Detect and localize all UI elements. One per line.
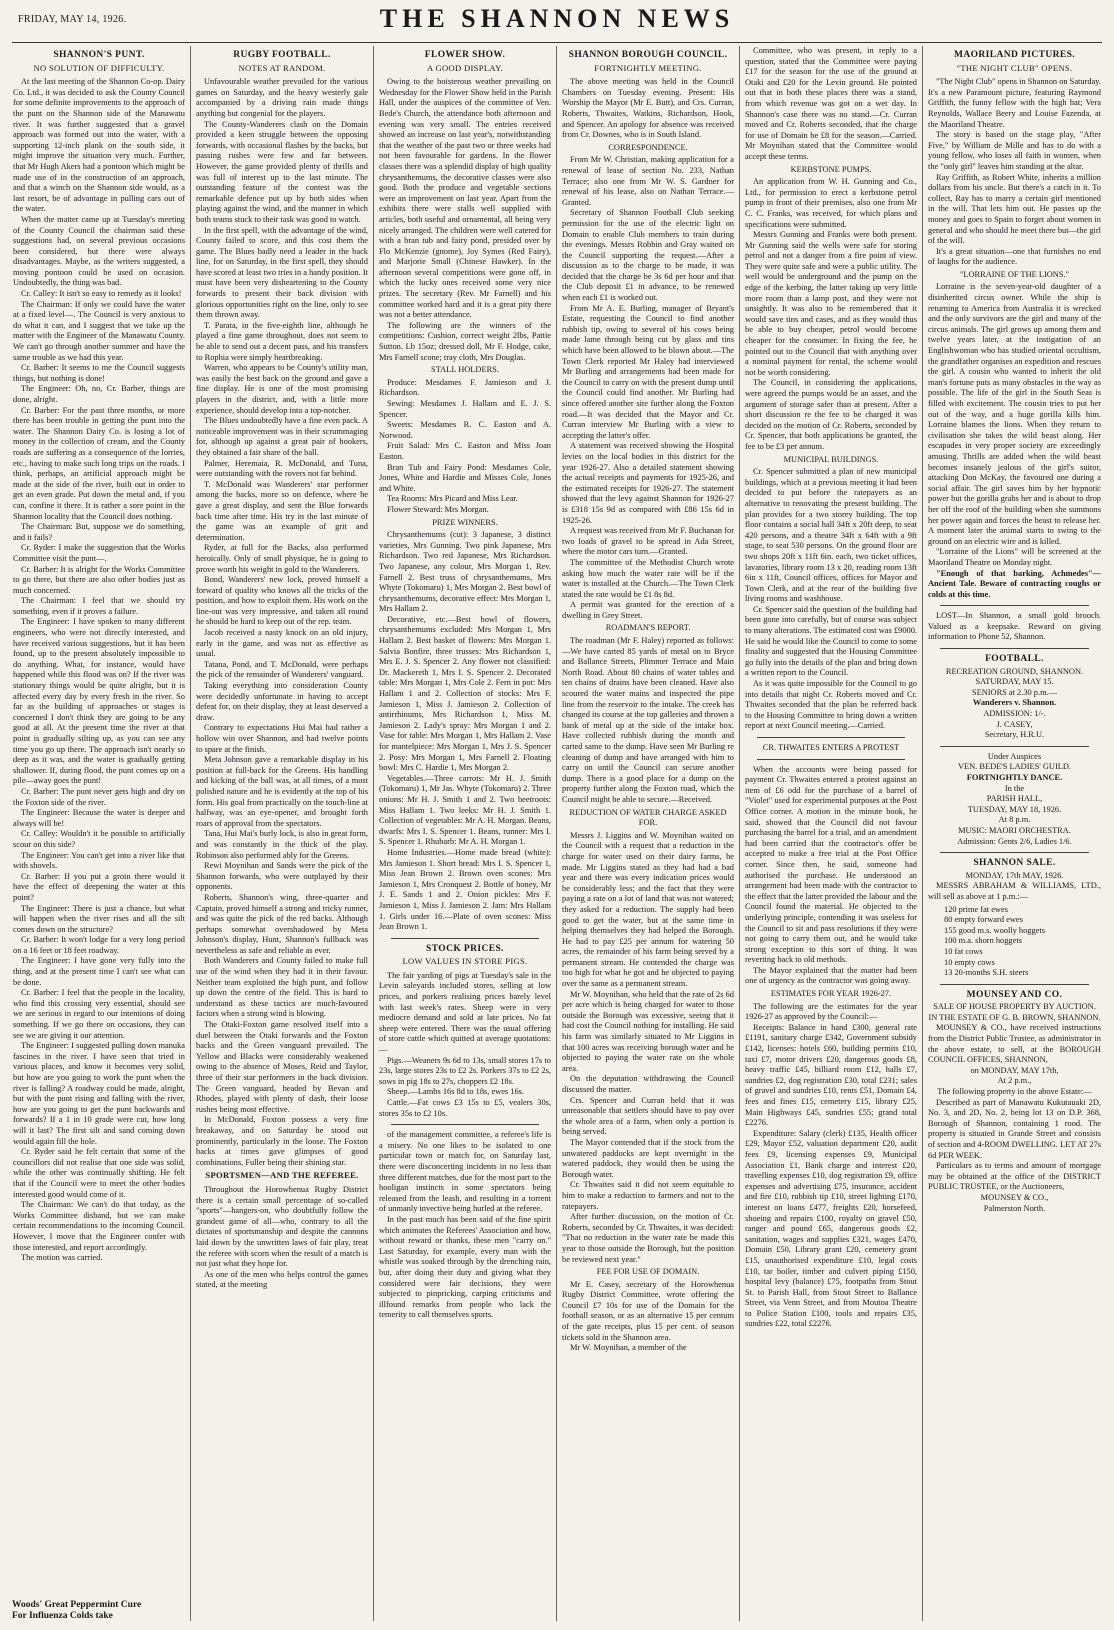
- list-item: 100 m.a. shorn hoggets: [944, 936, 1022, 946]
- article-heading: STOCK PRICES.: [426, 943, 504, 954]
- paragraph: It's a great situation—one that furnishes no end of laughs for the audience.: [928, 246, 1101, 267]
- paragraph: The Mayor explained that the matter had been one of urgency as the contractor was going away.: [745, 965, 917, 986]
- column-5: [740, 46, 923, 1621]
- footer-advert: [12, 1600, 141, 1622]
- paragraph: Cr. Spencer said the question of the building had been gone into carefully, but of course was subject to many alterations. The estimated cost was £9000. He said he would like the Council to come to some finality and suggested that the Housing Committee go fully into the details of the plan and bring down a written report to the Council.: [745, 604, 917, 678]
- paragraph: Ryder, at full for the Backs, also performed heroically. Only of small physique, he is going to prove worth his weight in gold to the Wanderers.: [196, 543, 368, 574]
- paragraph: Cr. Barber: For the past three months, or more there has been trouble in getting the punt into the water. The Shannon Dairy Co. is losing a lot of money in the collection of cream, and the County roads are suffering as a consequence of the lorries, etc., having to make such long trips on the roads. I think, perhaps, an artificial approach might be made at the side of the river, built out in order to get an even grade. Put down the metal and, if you can, confine it there. It is rather a sore point in the Shannon locality that the Council does nothing.: [13, 405, 185, 521]
- advert-line: RECREATION GROUND, SHANNON.: [945, 666, 1084, 676]
- advert-line: ADMISSION: 1/-.: [983, 709, 1046, 719]
- paragraph: The Blues undoubtedly have a fine even pack. A noticeable improvement was in their scrummaging for, although up against a great pair of hookers, they obtained a fair share of the ball.: [196, 416, 368, 457]
- paragraph: Mr W. Moynihan, who held that the rate of 2s 6d per acre which is being charged for water to those outside the Borough was excessive, seeing that it had cost the Council nothing for installing. He said his farm was similarly situated to Mr Liggins in that 100 acres was receiving borough water and he objected to paying the water rate on the whole area.: [562, 989, 734, 1073]
- paragraph: Tatana, Pond, and T. McDonald, were perhaps the pick of the remainder of Wanderers' vanguard.: [196, 659, 368, 680]
- divider: [940, 605, 1089, 606]
- advert-line: In the: [1004, 783, 1025, 793]
- paragraph: Vegetables.—Three carrots: Mr H. J. Smith (Tokomaru) 1, Mr Jas. Whyte (Tokomaru) 2. Three onions: Mr H. J. Smith 1 and 2. Two beetroots: Miss Hallam 1. Two leeks: Mr H. J. Smith 1. Collection of vegetables: Mr A. H. Morgan. Beans, dwarfs: Mrs I. S. Spencer 1. Beans, runner: Mrs I. S. Spencer 1. Rhubarb: Mr A. H. Morgan 1.: [379, 773, 551, 847]
- list-item: 80 empty forward ewes: [944, 915, 1023, 925]
- column-3: [374, 46, 557, 1621]
- article-subheading: NO SOLUTION OF DIFFICULTY.: [33, 62, 165, 73]
- article-subheading: NOTES AT RANDOM.: [238, 62, 326, 73]
- advert-line: SALE OF HOUSE PROPERTY BY AUCTION.: [933, 1002, 1096, 1012]
- paragraph: Both Wanderers and County failed to make full use of the wind when they had it in their favour. Neither team exploited the high punt, and follow up down the centre of the field. This is hard to understand as these tactics are much-favoured factors when a strong wind is blowing.: [196, 956, 368, 1019]
- paragraph: The Engineer: Oh, no, Cr. Barber, things are done, alright.: [13, 384, 185, 404]
- article-subheading: FORTNIGHTLY MEETING.: [594, 62, 702, 73]
- issue-date: FRIDAY, MAY 14, 1926.: [18, 14, 127, 25]
- advert-paragraph: "Enough of that barking, Achmedes"—Ancient Tale. Beware of contracting coughs or colds at this time.: [928, 568, 1101, 599]
- divider: [940, 852, 1089, 853]
- advert-line: FORTNIGHTLY DANCE.: [966, 773, 1063, 782]
- divider: [391, 938, 539, 939]
- paragraph: In the first spell, with the advantage of the wind, County failed to score, and this cost them the game. The Blues badly need a leader in the back line, for on Saturday, in the first spell, they should have scored at least two tries in a handy position. It must have been very disheartening to the County forwards to present their back division with glorious opportunities right on the line, only to see them thrown away.: [196, 225, 368, 320]
- advert-line: Admission: Gents 2/6, Ladies 1/6.: [957, 836, 1072, 846]
- article-heading: RUGBY FOOTBALL.: [233, 50, 331, 60]
- list-item: 120 prime fat ewes: [944, 904, 1008, 914]
- list-item: 13 20-months S.H. steers: [944, 968, 1029, 978]
- paragraph: Bond, Wanderers' new lock, proved himself a forward of quality who knows all the tricks of the position, and how to exploit them. His work on the line-out was very impressive, and taken all round he should be hard to keep out of the rep. team.: [196, 575, 368, 627]
- paragraph: of the management committee, a referee's life is a misery. No one likes to be isolated to one particular town or match for, on Saturday last, there were disconcerting incidents in no less than three different matches, due for the most part to the hooligan instincts in some spectators being released from the leash, and resulting in a torrent of unmanly invective being hurled at the referee.: [379, 1130, 551, 1214]
- paragraph: After further discussion, on the motion of Cr. Roberts, seconded by Cr. Thwaites, it was decided: "That no reduction in the water rate be made this year to those outside the Borough, but the position be reviewed next year.": [562, 1212, 734, 1264]
- column-1: [8, 46, 191, 1621]
- paragraph: From Mr W. Christian, making application for a renewal of lease of section No. 233, Nathan Terrace; also one from Mr W. S. Gardner for renewal of his lease, also on Nathan Terrace.—Granted.: [562, 155, 734, 207]
- masthead: [0, 0, 1114, 44]
- article-heading: MAORILAND PICTURES.: [953, 50, 1076, 60]
- paragraph: Mr W. Moynihan, a member of the: [570, 1343, 687, 1353]
- footer-line: Woods' Great Peppermint Cure: [12, 1600, 142, 1610]
- paragraph: T. McDonald was Wanderers' star performer among the backs, more so on defence, where he gave a great display, and sent the Blue forwards back time after time. His try in the last minute of the game was an example of grit and determination.: [196, 479, 368, 542]
- advert-paragraph: Described as part of Manawatu Kukutauaki 2D, No. 3, and 2D, No. 2, being lot 13 on D.P. 368, Borough of Shannon, containing 1 rood. The property is situated in Grande Street and consists of section and 4-ROOM DWELLING. LET AT 27s 6d PER WEEK.: [928, 1097, 1101, 1160]
- newspaper-title: THE SHANNON NEWS: [379, 4, 735, 33]
- paragraph: "The Night Club" opens in Shannon on Saturday. It's a new Paramount picture, featuring Raymond Griffith, the funny fellow with the high hat; Vera Reynolds, Wallace Beery and Louise Fazenda, at the Maoriland Theatre.: [928, 77, 1101, 129]
- paragraph: A statement was received showing the Hospital levies on the local bodies in this district for the year 1926-27. Also a detailed statement showing the actual receipts and payments for 1925-26, and the estimated receipts for 1926-27. The statement showed that the levy against Shannon for 1926-27 is £318 15s 9d as compared with £86 15s 6d in 1925-26.: [562, 441, 734, 525]
- advert-line: PARISH HALL,: [986, 794, 1043, 804]
- advert-paragraph: MOUNSEY & CO., have received instructions from the District Public Trustee, as administrator in the above estate, to sell, at the BOROUGH COUNCIL OFFICES, SHANNON,: [928, 1023, 1101, 1065]
- paragraph: The fair yarding of pigs at Tuesday's sale in the Levin saleyards included stores, selling at low prices, and porkers realising prices barely level with last week's rates. Sheep were in very mediocre demand and sold at late prices. No fat sheep were entered. There was the usual offering of store cattle which quitted at average quotations:—: [379, 970, 551, 1055]
- paragraph: Meta Johnson gave a remarkable display in his position at full-back for the Greens. His handling and kicking of the ball was, at all times, of a most polished nature and he is evidently at the top of his form. His goal from practically on the touch-line at halfway, was an eye-opener, and brought forth roars of approval from the spectators.: [196, 755, 368, 828]
- section-subheading: PRIZE WINNERS.: [432, 517, 498, 527]
- paragraph: Cr. Spencer submitted a plan of new municipal buildings, which at a previous meeting it had been decided to put before the ratepayers as an alternative to renovating the present building. The plan provides for a two storey building. The top floor contains a social hall 34ft x 20ft deep, to seat 420 persons, and a theatre 34ft x 64ft with a 9ft stage, to seat 530 persons. On the ground floor are two shops 20ft x 11ft 6in. each, two ticket offices, lavatories, library room 13 x 20, reading room 13ft 6in x 11ft, Council offices, offices for Mayor and Town Clerk, and at the rear of the building five living rooms and washhouse.: [745, 467, 917, 604]
- paragraph: Flower Steward: Mrs Morgan.: [387, 504, 489, 514]
- advert-line: SENIORS at 2.30 p.m.—: [971, 687, 1058, 697]
- paragraph: T. Parata, in the five-eighth line, although he played a fine game throughout, does not seem to be able to send out a decent pass, and his transfers to Rophia were simply heartbreaking.: [196, 320, 368, 362]
- paragraph: On the deputation withdrawing the Council discussed the matter.: [562, 1074, 734, 1094]
- advert-line: MOUNSEY & CO.,: [980, 1192, 1049, 1202]
- paragraph: Cr. Barber: The punt never gets high and dry on the Foxton side of the river.: [13, 786, 185, 807]
- paragraph: Sweets: Mesdames R. C. Easton and A. Norwood.: [379, 420, 551, 440]
- paragraph: When the matter came up at Tuesday's meeting of the County Council the chairman said these suggestions had, on several previous occasions been considered, but there were always disadvantages. Maybe, as the writers suggested, a moving pontoon could be used on occasion. Undoubtedly, the thing was bad.: [13, 214, 185, 288]
- advert-line: MONDAY, 17th MAY, 1926.: [965, 870, 1064, 880]
- section-subheading: CR. THWAITES ENTERS A PROTEST: [762, 743, 900, 752]
- lost-notice: LOST—In Shannon, a small gold brooch. Valued as a keepsake. Reward on giving information to Phone 52, Shannon.: [928, 611, 1101, 642]
- paragraph: Warren, who appears to be County's utility man, was easily the best back on the ground and gave a fine display. He is one of the most promising players in the district, and, with a little more experience, should develop into a top-notcher.: [196, 363, 368, 415]
- paragraph: The story is based on the stage play, "After Five," by William de Mille and has to do with a young fellow, who loses all faith in women, when the "only girl" leaves him standing at the altar.: [928, 130, 1101, 171]
- paragraph: As it was quite impossible for the Council to go into details that night Cr. Roberts moved and Cr. Thwaites seconded that the plan be referred back to the Housing Committee to bring down a written report at next Council meeting.—Carried.: [745, 679, 917, 731]
- paragraph: Bran Tub and Fairy Pond: Mesdames Cole, Jones, White and Hardie and Misses Cole, Jones and White.: [379, 462, 551, 493]
- paragraph: Cr. Barber: It is alright for the Works Committee to go there, but there are also other bodies just as much concerned.: [13, 564, 185, 595]
- section-subheading: SPORTSMEN—AND THE REFEREE.: [205, 1170, 359, 1181]
- paragraph: In the past much has been said of the fine spirit which animates the Referees' Association and how, without reward or thanks, these men "carry on." Last Saturday, for example, every man with the whistle was soaked through by the drenching rain, but, after doing their duty and giving what they considered were fair decisions, they were subjected to pinpricking, carping criticisms and illfound remarks from people who lack the temerity to call themselves sports.: [379, 1214, 551, 1320]
- paragraph: Decorative, etc.—Best bowl of flowers, chrysanthemums excluded: Mrs Morgan 1, Mrs Hallam 2. Best basket of flowers: Mrs Morgan 1. Salvia Bonfire, three trusses: Mrs Richardson 1, Mrs E. J. S. Spencer 2. Any flower not classified: Dr. Mackereth 1, Mrs I. S. Spencer 2. Decorated table: Mrs Morgan 1, Mrs Cole 2. Fern in pot: Mrs Hallam 1 and 2. Collection of stocks: Mrs F. Jamieson 1, Miss J. Jamieson 2. Collection of antirrhinums, Mrs Richardson 1, Miss M. Jamieson 2. Lady's spray: Mrs Morgan 1 and 2. Vase for table: Mrs Morgan 1, Mrs Hallam 2. Vase for mantelpiece: Mrs Morgan 1, Mrs J. S. Spencer 2. Posy: Mrs Morgan 1, Mrs Farnell 2. Floating bowl: Mrs C. Hardie 1, Mrs Morgan 2.: [379, 614, 551, 773]
- advert-line: Secretary, H.R.U.: [984, 730, 1045, 740]
- paragraph: "Lorraine of the Lions" will be screened at the Maoriland Theatre on Monday night.: [928, 547, 1101, 567]
- section-subheading: STALL HOLDERS.: [431, 365, 499, 375]
- paragraph: Taking everything into consideration County were decidedly unfortunate in having to accept defeat for, on their display, they at least deserved a draw.: [196, 681, 368, 722]
- paragraph: Roberts, Shannon's wing, three-quarter and Captain, proved himself a strong and tricky runner, and was quite the pick of the red backs. Although perhaps somewhat overshadowed by Meta Johnson's display, Hunt, Shannon's fullback was nevertheless as safe and reliable as ever.: [196, 892, 368, 955]
- paragraph: The following are the estimates for the year 1926-27 as approved by the Council:—: [745, 1001, 917, 1022]
- paragraph: The motion was carried.: [21, 1253, 103, 1263]
- section-subheading: REDUCTION OF WATER CHARGE ASKED FOR.: [569, 807, 727, 828]
- paragraph: Cr. Barber: I feel that the people in the locality, who find this crossing very essential, should see we are serious in regard to our intentions of doing something. If we go there on occasions, they can see we are giving it our attention.: [13, 988, 185, 1040]
- paragraph: The above meeting was held in the Council Chambers on Tuesday evening. Present: His Worship the Mayor (Mr E. Butt), and Crs. Curran, Roberts, Thwaites, Watkins, Richardson, Hook, and Spencer. An apology for absence was received from Cr. Downes, who is in South Island.: [562, 77, 734, 140]
- paragraph: The Chairman: But, suppose we do something, and it fails?: [13, 522, 185, 542]
- article-subheading: A GOOD DISPLAY.: [427, 62, 503, 73]
- advert-line: At 2 p.m.,: [997, 1076, 1032, 1086]
- paragraph: Cr. Barber: It seems to me the Council suggests things, but nothing is done!: [13, 363, 185, 383]
- paragraph: Committee, who was present, in reply to a question, stated that the Committee were paying £17 for the season for the use of the ground at Otaki and £20 for the Levin ground. He pointed out that in both these places there was a stand, from which revenue was got on a wet day. In Shannon's case there was no stand.—Cr. Curran moved and Cr. Roberts seconded, that the charge for use of Domain be £8 for the season.—Carried. Mr Moynihan stated that the Committee would accept these terms.: [745, 46, 917, 161]
- section-subheading: ESTIMATES FOR YEAR 1926-27.: [770, 989, 892, 999]
- advert-line: Under Auspices: [987, 751, 1042, 761]
- paragraph: The Chairman: If only we could have the water at a fixed level—. The Council is very anxious to do what it can, and I suggest that we take up the matter with the Engineer of the Manawatu County. We can't go through another summer and have the same trouble as we had this year.: [13, 299, 185, 362]
- divider: [940, 984, 1089, 985]
- paragraph: Sheep.—Lambs 16s 8d to 18s, ewes 16s.: [387, 1087, 525, 1097]
- paragraph: The Council, in considering the applications, were agreed the pumps would be an asset, and the argument of storage safer than at present. After a short discussion re the fee to be charged it was decided on the motion of Cr. Roberts, seconded by Cr. Spencer, that both applications be granted, the fee to be £3 per annum.: [745, 378, 917, 451]
- sale-list: [928, 905, 1101, 979]
- column-2: [191, 46, 374, 1621]
- paragraph: Contrary to expectations Hui Mai had rather a hollow win over Shannon, and had twelve points to spare at the finish.: [196, 723, 368, 754]
- advert-paragraph: Particulars as to terms and amount of mortgage may be obtained at the office of the DISTRICT PUBLIC TRUSTEE, or the Auctioneers,: [928, 1161, 1101, 1192]
- list-item: 10 fat cows: [944, 946, 983, 956]
- paragraph: A request was received from Mr F. Buchanan for two loads of gravel to be spread in Ada Street, where the motor cars turn.—Granted.: [562, 526, 734, 557]
- paragraph: As one of the men who helps control the games stated, at the meeting: [196, 1269, 368, 1290]
- list-item: 155 good m.s. woolly hoggets: [944, 925, 1045, 935]
- paragraph: Cr. Calley: It isn't so easy to remedy as it looks!: [21, 289, 182, 299]
- paragraph: The Mayor contended that if the stock from the unwatered paddocks are kept overnight in the watered paddock, they would then be using the Borough water.: [562, 1137, 734, 1179]
- paragraph: Cr. Calley: Wouldn't it be possible to artificially scour on this side?: [13, 829, 185, 849]
- advert-heading: SHANNON SALE.: [973, 858, 1056, 869]
- paragraph: Messrs J. Liggins and W. Moynihan waited on the Council with a request that a reduction in the charge for water used on their dairy farms, be made. Mr Liggins stated as they had had a bad year and there was every indication prices would be considerably less; and the fact that they were paying a rate on a lot of land that was not watered; they asked for a reduction. The supply had been good to get the water, but at the same time in helping themselves they had helped the Borough. He had to pay £25 per annum for watering 50 acres, the remainder of his farm being served by a permanent stream. He contended the charge was too high for what he got and he objected to paying over the same as a permanent stream.: [562, 830, 734, 989]
- paragraph: Throughout the Horowhenua Rugby District there is a certain small percentage of so-called "sports"—hangers-on, who doubtfully follow the grandest game of all—who, contrary to all the dictates of sportsmanship and despite the cannons laid down by the unwritten laws of fair play, treat the referee with scorn when the result of a match is not just what they hope for.: [196, 1184, 368, 1269]
- paragraph: Expenditure: Salary (clerk) £135, Health officer £29, Mayor £52, valuation department £20, audit fees £9, licensing expenses £9, Municipal Association £1, Bank charge and interest £20, travelling expenses £10, dog registration £9, office expenses and advertising £75, insurance, accident and fire £10, rubbish tip £10, street lighting £170, interest on loans £477, freights £20, horsefeed, shoeing and repairs £100, royalty on gravel £50, ranger and pound £65, dangerous goods £2, sanitation, wages and supplies £321, wages £470, Domain £50, Library grant £20, cemetery grant £15, unauthorised expenditure £10, legal costs £10, tar boiler, timber and culvert piping £150, hospital levy (balance) £75, footpaths from Stout St. to Parish Hall, from Stout Street to Ballance Street, via Venn Street, and from Moutoa Theatre to Police Station £100, tools and repairs £35, sundries £22, total £2276.: [745, 1128, 917, 1329]
- paragraph: Fruit Salad: Mrs C. Easton and Miss Joan Easton.: [379, 441, 551, 461]
- paragraph: The County-Wanderers clash on the Domain provided a keen struggle between the opposing forwards, with occasional flashes by the backs, but passing rushes were few and far between. However, the game provided plenty of thrills and was full of interest up to the last minute. The outstanding feature of the contest was the remarkable defence put up by both sides when playing against the wind, and the manner in which both teams stuck to their task was good to watch.: [196, 119, 368, 224]
- paragraph: Crs. Spencer and Curran held that it was unreasonable that settlers should have to pay over the whole area of a farm, when only a portion is being served.: [562, 1095, 734, 1137]
- section-subheading: FEE FOR USE OF DOMAIN.: [596, 1267, 700, 1277]
- paragraph: Lorraine is the seven-year-old daughter of a disinherited circus owner. While the ship is returning to America from Australia it is wrecked and the only survivors are the girl and many of the circus animals. The girl grows up among them and twelve years later, at the instigation of an Englishwoman who has studied oriental occultism, the grandfather organises an expedition and rescues the girl. A cousin who wanted to inherit the old man's fortune puts as many obstacles in the way as possible. The life of the girl in the South Seas is filled with excitement. The cousin tries to put her out of the way, and a huge gorilla kills him. Lorraine blames the lions. When they return to civilisation she takes the wild beast along. Her escapades in very proper society are exceedingly amusing. Thrills are added when the wild beast becomes insanely jealous of the girl's suitor, attacking Don McKay, the favoured one during a social affair. The girl saves him by her hypnotic power but the gorilla grabs her and is about to drop her off the roof of the building when she summons her power again and forces the beast to release her. A moment later the animal starts to swing to the ground on an electric wire and is killed.: [928, 282, 1101, 546]
- advert-line: The following property in the above Estate:—: [937, 1087, 1092, 1097]
- paragraph: An application from W. H. Gunning and Co., Ltd., for permission to erect a kerbstone petrol pump in front of their premises, also one from Mr C. C. Franks, was received, for which plans and specifications were submitted.: [745, 177, 917, 229]
- paragraph: Mr E. Casey, secretary of the Horowhenua Rugby District Committee, wrote offering the Council £7 10s for use of the Domain for the football season, or as an alternative 15 per centum of the gate receipts, plus 15 per cent. of season tickets sold in the Shannon area.: [562, 1279, 734, 1342]
- article-subheading: LOW VALUES IN STORE PIGS.: [402, 956, 528, 967]
- advert-paragraph: MESSRS ABRAHAM & WILLIAMS, LTD., will sell as above at 1 p.m.:—: [928, 881, 1101, 901]
- paragraph: The Engineer: Because the water is deeper and always will be!: [13, 808, 185, 828]
- paragraph: Jacob received a nasty knock on an old injury, early in the game, and was not as effective as usual.: [196, 628, 368, 659]
- paragraph: When the accounts were being passed for payment Cr. Thwaites entered a protest against an item of £6 odd for the purchase of a barrel of "Violet" used for experimental purposes at the Post Office corner. A motion in the minute book, he said, showed that the Council did not favour purchasing the barrel for a trial, and an amendment had been carried that the contractor's offer be accepted to make a free trial at the Post Office corner. Since then, he said, someone had authorised the purchase. He understood an arrangement had been made with the contractor to the effect that the latter provided the labour and the Council found the material. He objected to the underlying principle, contending it was useless for the Council to sit and pass resolutions if they were not going to carry them out, and he would take strong exception to this sort of thing. It was reverting back to old methods.: [745, 764, 917, 965]
- masthead-rule: [12, 42, 1102, 43]
- advert-heading: MOUNSEY AND CO.: [966, 989, 1063, 1000]
- article-heading: FLOWER SHOW.: [424, 50, 506, 60]
- paragraph: The Engineer: I have spoken to many different engineers, who were not directly interested, and have received various suggestions, but it has been found, up to the present absolutely impossible to do anything. What, for instance, would have happened while this flood was on? If the river was stationary things would be quite alright, but it is affected every day by every fresh in the river. So far as the building of approaches or stages is concerned I don't think they are going to be any good at all. At the present time the river at that point is gradually silting up, as you can see any time you go up there. The approach isn't nearly so deep as it was, and the water is gradually getting shallower. If, during flood, the punt comes up on a pile—away goes the punt!: [13, 617, 185, 786]
- paragraph: Palmer, Heremaia, R. McDonald, and Tuna, were outstanding with the rovers not far behind.: [196, 458, 368, 479]
- article-subheading: "THE NIGHT CLUB" OPENS.: [956, 62, 1073, 73]
- columns: [8, 46, 1108, 1621]
- paragraph: Cr. Barber: It won't lodge for a very long period on a 16 feet or 18 feet roadway.: [13, 935, 185, 955]
- divider: [757, 759, 905, 760]
- advert-line: IN THE ESTATE OF G. B. BROWN, SHANNON.: [928, 1012, 1101, 1022]
- paragraph: The Engineer: I suggested pulling down manuka fascines in the river. I have seen that tried in various places, and know it becomes very solid, but how are you going to work the punt when the river is falling? A roadway could be made, alright, but with the punt rising and falling with the river, how are you going to get the punt backwards and forwards? If a 1 in 10 grade were cut, how long will it last? The first silt and sand coming down would again fill the hole.: [13, 1041, 185, 1146]
- column-6: [923, 46, 1106, 1621]
- advert-line: Palmerston North.: [983, 1203, 1046, 1213]
- paragraph: Rewi Moynihan and Sands were the pick of the Shannon forwards, who were outplayed by their opponents.: [196, 861, 368, 892]
- section-subheading: MUNICIPAL BUILDINGS.: [783, 454, 879, 464]
- paragraph: Tea Rooms: Mrs Picard and Miss Lear.: [387, 494, 518, 504]
- paragraph: Cr. Barber: If you put a groin there would it have the effect of deepening the water at this point?: [13, 871, 185, 902]
- paragraph: Ray Griffith, as Robert White, inherits a million dollars from his uncle. But there's a catch in it. To collect, Ray has to marry a certain girl mentioned in the will. That lets him out. He passes up the money and goes to Spain to forget about women in general and who should he meet there but—the girl of the will.: [928, 172, 1101, 246]
- divider: [940, 746, 1089, 747]
- article-heading: SHANNON BOROUGH COUNCIL.: [568, 50, 728, 60]
- divider: [757, 737, 905, 738]
- paragraph: In McDonald, Foxton possess a very fine breakaway, and on Saturday he stood out prominently, particularly in the loose. The Foxton backs at times gave glimpses of good combinations, Fuller being their shining star.: [196, 1115, 368, 1167]
- paragraph: Home Industries.—Home made bread (white): Mrs Jamieson 1. Short bread: Mrs I. S. Spencer 1, Miss Jean Brown 2. Brown oven scones: Mrs Jamieson 1, Mrs Cronquest 2. Bottle of honey, Mr J. E. Sands 1 and 2. Onion pickles: Mrs F. Jamieson 1, Miss J. Jamieson 2. Jam: Mrs Hallam 1. Girls under 16.—Plate of oven scones: Miss Jean Brown 1.: [379, 847, 551, 932]
- paragraph: The Otaki-Foxton game resolved itself into a duel between the Otaki forwards and the Foxton backs and the Green vanguard prevailed. The Yellow and Blacks were considerably weakened owing to the absence of Moses, Reid and Taylor, three of their star performers in the back division. The Green vanguard, headed by Bevan and Rhodes, played with plenty of dash, their loose rushes being most effective.: [196, 1020, 368, 1114]
- advert-line: VEN. BEDE'S LADIES' GUILD.: [957, 762, 1072, 772]
- paragraph: Sewing: Mesdames J. Hallam and E. J. S. Spencer.: [379, 399, 551, 419]
- section-subheading: ROADMAN'S REPORT.: [605, 623, 691, 633]
- advert-line: J. CASEY,: [996, 719, 1033, 729]
- advert-line: on MONDAY, MAY 17th,: [970, 1065, 1059, 1075]
- paragraph: The committee of the Methodist Church wrote asking how much the water rate will be if the water is installed at the Church.—The Town Clerk stated the rate would be £1 8s 8d.: [562, 557, 734, 599]
- paragraph: Unfavourable weather prevailed for the various games on Saturday, and the heavy westerly gale accompanied by a driving rain made things anything but congenial for the players.: [196, 77, 368, 118]
- paragraph: From Mr A. E. Burling, manager of Bryant's Estate, requesting the Council to find another rubbish tip, owing to several of his cows being made lame through being cut by glass and tins which have been allowed to be blown about.—The Town Clerk reported Mr Haley had interviewed Mr Burling and arrangements had been made for the Council to carry on with the present dump until the Council could find another. Mr Burling had since offered another site further along the Foxton road.—It was decided that the Mayor and Cr. Curran interview Mr Burling with a view to accepting the latter's offer.: [562, 303, 734, 440]
- paragraph: Pigs.—Weaners 9s 6d to 13s, small stores 17s to 23s, large stores 23s to £2 2s. Porkers 37s to £2 2s, sows in pig 18s to 27s, choppers £2 18s.: [379, 1055, 551, 1086]
- paragraph: At the last meeting of the Shannon Co-op. Dairy Co. Ltd., it was decided to ask the County Council for some definite improvements to the approach of the punt on the Shannon side of the Manawatu river. It was further suggested that a gravel approach was formed out into the water, with a supporting 12-inch plank on the south side, it might improve the situation very much. Further, that Mr Hugh Akers had a pontoon which might be made use of in the construction of an approach, and that a winch on the Shannon side would, as a last resort, be of advantage in pulling cars out of the water.: [13, 77, 185, 214]
- paragraph: The Chairman: We can't do that today, as the Works Committee disband, but we can make certain recommendations to the incoming Council. However, I move that the Engineer confer with those interested, and report accordingly.: [13, 1200, 185, 1252]
- column-4: [557, 46, 740, 1621]
- paragraph: The following are the winners of the competitions: Cushion, correct weight 2lbs, Pattie Sutton. Lb 15oz; dressed doll, Mr F. Hodge, cake, Mrs Farnell scone; tray cloth, Mrs Douglas.: [379, 320, 551, 362]
- list-item: 10 empty cows: [944, 957, 995, 967]
- paragraph: Cr. Ryder: I make the suggestion that the Works Committee visit the punt—.: [13, 543, 185, 563]
- paragraph: The Chairman: I feel that we should try something, even if it proves a failure.: [13, 596, 185, 616]
- paragraph: The Engineer: You can't get into a river like that with shovels.: [13, 850, 185, 871]
- advert-line: TUESDAY, MAY 18, 1926.: [967, 804, 1062, 814]
- paragraph: Tana, Hui Mai's burly lock, is also in great form, and was constantly in the thick of the play. Robinson also performed ably for the Greens.: [196, 829, 368, 860]
- paragraph: Cr. Thwaites said it did not seem equitable to him to make a reduction to farmers and not to the ratepayers.: [562, 1180, 734, 1211]
- advert-line: Wanderers v. Shannon.: [972, 698, 1057, 708]
- section-subheading: CORRESPONDENCE.: [608, 142, 688, 152]
- advert-line: SATURDAY, MAY 15.: [975, 677, 1054, 687]
- paragraph: The Engineer: I have gone very fully into the thing, and at the present time I can't see what can be done.: [13, 956, 185, 987]
- divider: [940, 648, 1089, 649]
- advert-line: MUSIC: MAORI ORCHESTRA.: [958, 825, 1071, 835]
- advert-line: At 8 p.m.: [998, 815, 1031, 825]
- article-heading: SHANNON'S PUNT.: [53, 50, 145, 60]
- footer-line: For Influenza Colds take: [12, 1611, 113, 1621]
- paragraph: The Engineer: There is just a chance, but what will happen when the river rises and all the silt comes down on the structure?: [13, 903, 185, 934]
- paragraph: Produce: Mesdames F. Jamieson and J. Richardson.: [379, 377, 551, 398]
- paragraph: Owing to the boisterous weather prevailing on Wednesday for the Flower Show held in the Parish Hall, under the auspices of the committee of Ven. Bede's Church, the attendance both afternoon and evening was very small. The entries received showed an increase on last year's, notwithstanding that the weather of the past two or three weeks had not been favourable for gardens. In the flower classes there was a splendid display of high quality chrysanthemums, the decorative classes were also good. Both the produce and vegetable sections were an improvement on last year. Apart from the exhibits there were stalls well supplied with articles, both useful and ornamental, all being very nicely arranged. The children were well catered for with a bran tub and fairy pond, presided over by Flo McKenzie (gnome), Joy Symes (Red Fairy), and Marjorie Small (Chinese Hawker). In the afternoon several competitions were gone off, in which the lucky ones received some very nice prizes. The secretary (Rev. Mr Farnell) and his committee worked hard and it is a great pity there was not a better attendance.: [379, 77, 551, 320]
- paragraph: Cr. Ryder said he felt certain that some of the councillors did not realise that one side was solid, while the other was continually shifting. He felt that if the Council were to meet the other bodies interested good would come of it.: [13, 1147, 185, 1199]
- paragraph: Secretary of Shannon Football Club seeking permission for the use of the electric light on Domain to enable Club members to train during the evenings. Messrs Robbin and Gray waited on the Council supporting the request.—After a discussion as to the charge to be made, it was decided that the charge be 3s 6d per hour and that the Club deposit £1 in advance, to be renewed when each £1 is worked out.: [562, 208, 734, 303]
- paragraph: The roadman (Mr F. Haley) reported as follows:—We have carted 85 yards of metal on to Bryce and Ballance Streets, Plimmer Terrace and Main North Road. About 80 chains of water tables and ten chains of drains have been cleaned. Have also scoured the water mains and inspected the pipe line from the reservoir to the intake. The creek has changed its course at the top galleries and thrown a bank of metal up at the side of the intake box. Have collected rubbish during the month and carted same to the dump. Have seen Mr Burling re cleaning of dump and have arranged with him to carry on until the Council can secure another dump. There is a good place for a dump on the property further along the Foxton road, which the Council might be able to secure.—Received.: [562, 636, 734, 804]
- paragraph: Messrs Gunning and Franks were both present. Mr Gunning said the wells were safe for storing petrol and not a danger from a fire point of view. They were quite safe and were a public utility. The well would be underground and the pump on the edge of the kerbing, the latter taking up very little more room than a lamp post, and they were not unsightly. It was also to be remembered that it would save tins and cases, and as they would thus be able to buy cheaper, petrol would become cheaper for the consumer. In fixing the fee, he pointed out to the Council that with anything over a nominal payment for rental, the scheme would not be worth considering.: [745, 230, 917, 377]
- advert-heading: FOOTBALL.: [985, 654, 1044, 665]
- divider: [391, 1124, 539, 1125]
- section-subheading: KERBSTONE PUMPS.: [790, 164, 872, 174]
- paragraph: Cattle.—Fat cows £3 15s to £5, vealers 30s, stores 35s to £2 10s.: [379, 1098, 551, 1118]
- paragraph: Receipts: Balance in hand £300, general rate £1191, sanitary charge £342, Government subsidy £142, licenses: hotels £60, building permits £10, taxi £7, motor drivers £20, dangerous goods £8, heavy traffic £45, billiard room £12, halls £7, sundries £2, dog registration £30, total £231; sales of gravel and sundries £10, rents £51, Domain £4, fees and fines £15, cemetery £15, library £25, Main Highways £45, sundries £55; grand total £2276.: [745, 1022, 917, 1128]
- paragraph: Chrysanthemums (cut): 3 Japanese, 3 distinct varieties, Mrs Gunning. Two pink Japanese, Mrs Richardson. Two red Japanese, Mrs Richardson. Two Japanese, any colour, Mrs Morgan 1, Rev. Farnell 2. Best truss of chrysanthemums, Mrs Whyte (Tokomaru) 1, Mrs Morgan 2. Best bowl of chrysanthemums, decorative effect: Mrs Morgan 1, Mrs Hallam 2.: [379, 530, 551, 614]
- paragraph: A permit was granted for the erection of a dwelling in Grey Street.: [562, 600, 734, 620]
- section-subheading: "LORRAINE OF THE LIONS.": [959, 269, 1070, 279]
